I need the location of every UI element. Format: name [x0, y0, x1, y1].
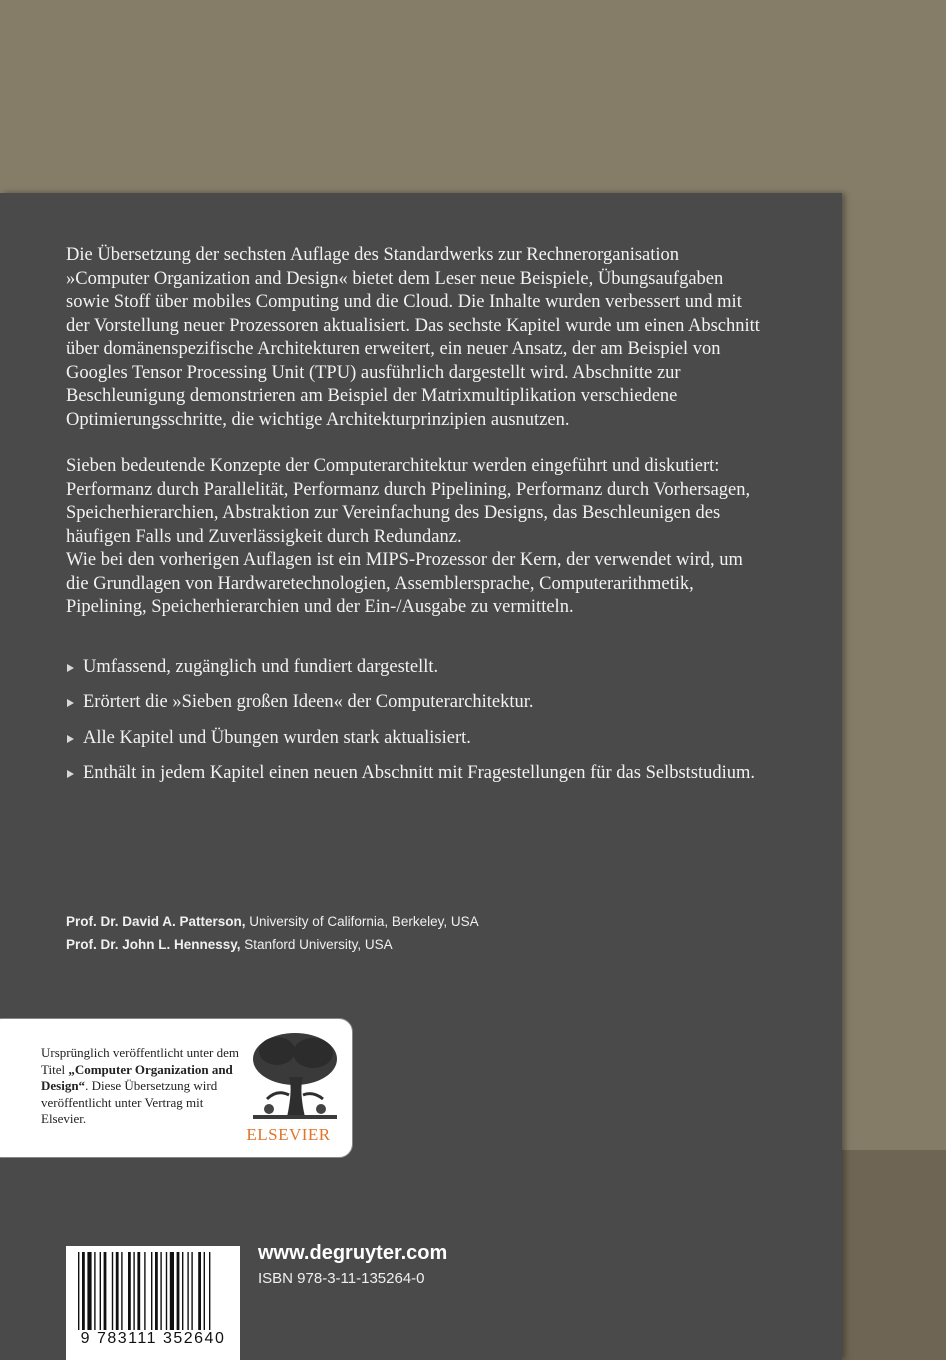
author-line [66, 910, 479, 933]
barcode-bars [78, 1252, 228, 1330]
barcode-bar [100, 1252, 101, 1330]
feature-text: Umfassend, zugänglich und fundiert dargestellt. [83, 656, 439, 677]
isbn-number: ISBN 978-3-11-135264-0 [258, 1270, 425, 1287]
author-name: Prof. Dr. John L. Hennessy, [66, 937, 241, 952]
bullet-triangle-icon [67, 735, 74, 743]
background-right-band [842, 1150, 946, 1360]
feature-item [66, 691, 766, 715]
barcode-bar [170, 1252, 174, 1330]
author-affiliation: University of California, Berkeley, USA [245, 914, 479, 929]
author-line [66, 933, 479, 956]
barcode-bar [112, 1252, 113, 1330]
barcode-bar [94, 1252, 95, 1330]
barcode-bar [160, 1252, 161, 1330]
feature-text: Erörtert die »Sieben großen Ideen« der Computerarchitektur. [83, 692, 534, 712]
barcode-bar [209, 1252, 210, 1330]
barcode-bar [151, 1252, 152, 1330]
elsevier-wordmark: ELSEVIER [246, 1125, 331, 1144]
barcode-bar [116, 1252, 119, 1330]
feature-item [66, 656, 766, 680]
barcode-bar [121, 1252, 122, 1330]
bullet-triangle-icon [67, 770, 74, 778]
elsevier-tree-logo-icon [247, 1029, 343, 1139]
feature-item [66, 762, 766, 786]
barcode-bar [166, 1252, 167, 1330]
publisher-note [41, 1045, 241, 1128]
barcode-bar [144, 1252, 145, 1330]
publisher-website[interactable]: www.degruyter.com [258, 1242, 448, 1264]
barcode-bar [187, 1252, 188, 1330]
barcode-bar [137, 1252, 140, 1330]
author-name: Prof. Dr. David A. Patterson, [66, 914, 246, 929]
barcode-digits: 9 783111 352640 [80, 1330, 226, 1347]
barcode-bar [204, 1252, 205, 1330]
feature-text: Enthält in jedem Kapitel einen neuen Abschnitt mit Fragestellungen für das Selbststudium. [83, 763, 756, 783]
authors-block [66, 910, 479, 956]
barcode-bar [78, 1252, 79, 1330]
barcode-bar [104, 1252, 107, 1330]
concepts-text: Sieben bedeutende Konzepte der Computerarchitektur werden eingeführt und diskutiert: Performanz durch Parallelität, Performanz durch Pipelining, Performanz durch Vorhersagen, Speicherhierarchien, Abstraktion zur Vereinfachung des Designs, das Beschleunigen des häufigen Falls und Zuverlässigkeit durch Redundanz. [66, 456, 751, 547]
barcode-bar [133, 1252, 134, 1330]
bullet-triangle-icon [67, 664, 74, 672]
original-title: „Computer Organization and Design“ [41, 1061, 233, 1093]
author-affiliation: Stanford University, USA [240, 937, 393, 952]
barcode [66, 1246, 240, 1360]
barcode-bar [128, 1252, 131, 1330]
bullet-triangle-icon [67, 699, 74, 707]
barcode-bar [155, 1252, 158, 1330]
background-top [0, 0, 946, 200]
description-paragraph-1: Die Übersetzung der sechsten Auflage des Standardwerks zur Rechnerorganisation »Computer Organization and Design« bietet dem Leser neue Beispiele, Übungsaufgaben sowie Stoff über mobiles Computing und die Cloud. Die Inhalte wurden verbessert und mit der Vorstellung neuer Prozessoren aktualisiert. Das sechste Kapitel wurde um einen Abschnitt über domänenspezifische Architekturen erweitert, ein neuer Ansatz, der am Beispiel von Googles Tensor Processing Unit (TPU) ausführlich dargestellt wird. Abschnitte zur Beschleunigung demonstrieren am Beispiel der Matrixmultiplikation verschiedene Optimierungsschritte, die wichtige Architekturprinzipien ausnutzen. [66, 245, 760, 430]
barcode-bar [182, 1252, 183, 1330]
barcode-bar [177, 1252, 180, 1330]
feature-list [66, 656, 766, 786]
barcode-bar [87, 1252, 91, 1330]
barcode-bar [191, 1252, 192, 1330]
barcode-bar [82, 1252, 85, 1330]
mips-text: Wie bei den vorherigen Auflagen ist ein MIPS-Prozessor der Kern, der verwendet wird, um die Grundlagen von Hardwaretechnologien, Assemblersprache, Computerarithmetik, Pipelining, Speicherhierarchien und der Ein-/Ausgabe zu vermitteln. [66, 550, 743, 617]
publisher-note-box [0, 1018, 353, 1158]
barcode-bar [198, 1252, 201, 1330]
description-paragraph-2 [66, 455, 766, 620]
description-block [66, 244, 766, 798]
publisher-note-text: . Diese Übersetzung wird veröffentlicht unter Vertrag mit Elsevier. [41, 1078, 218, 1126]
feature-text: Alle Kapitel und Übungen wurden stark aktualisiert. [83, 727, 471, 748]
feature-item [66, 727, 766, 751]
publisher-note-text: Ursprünglich veröffentlicht unter dem Titel [41, 1045, 239, 1077]
